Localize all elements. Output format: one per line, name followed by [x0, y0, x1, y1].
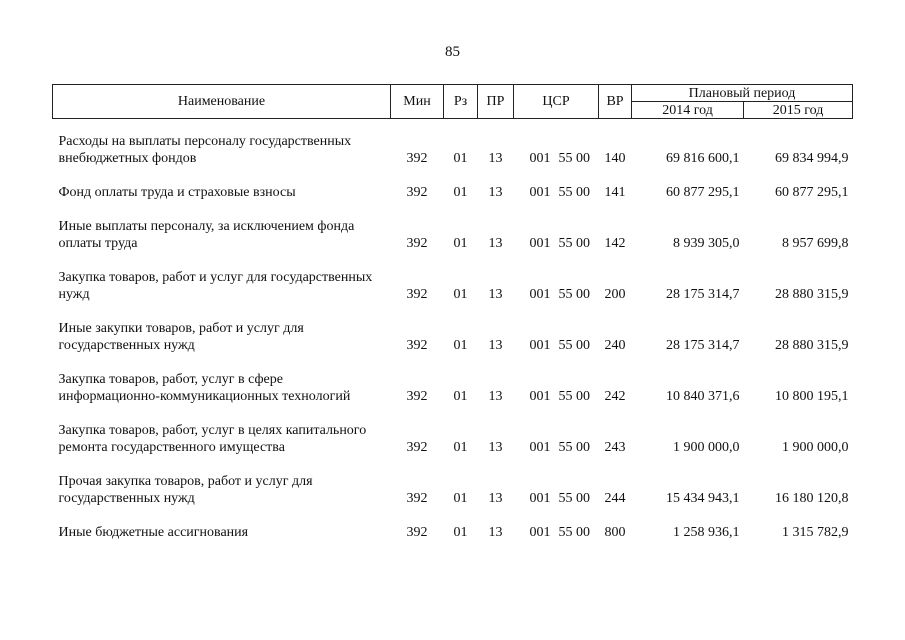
row-name: Фонд оплаты труда и страховые взносы [58, 185, 296, 200]
row-pr: 13 [488, 440, 503, 455]
row-amount-2014: 28 175 314,7 [666, 338, 740, 353]
row-min: 392 [406, 389, 428, 404]
header-min: Мин [391, 85, 444, 119]
row-vr: 141 [604, 185, 626, 200]
row-pr: 13 [488, 151, 503, 166]
row-min: 392 [406, 287, 428, 302]
row-amount-2015: 1 315 782,9 [782, 525, 849, 540]
row-vr: 140 [604, 151, 626, 166]
table-row [53, 252, 853, 303]
row-amount-2014: 60 877 295,1 [666, 185, 740, 200]
row-vr: 244 [604, 491, 626, 506]
row-min: 392 [406, 151, 428, 166]
table-row [53, 201, 853, 252]
row-name: Иные бюджетные ассигнования [58, 525, 249, 540]
row-pr: 13 [488, 338, 503, 353]
row-amount-2014: 15 434 943,1 [666, 491, 740, 506]
row-amount-2015: 1 900 000,0 [782, 440, 849, 455]
header-vr: ВР [599, 85, 632, 119]
row-amount-2015: 60 877 295,1 [775, 185, 849, 200]
row-name: Иные закупки товаров, работ и услуг для государственных нужд [58, 321, 304, 353]
row-csr-subcode: 55 00 [558, 338, 590, 353]
row-rz: 01 [453, 338, 468, 353]
row-csr-subcode: 55 00 [558, 287, 590, 302]
row-amount-2014: 8 939 305,0 [673, 236, 740, 251]
row-pr: 13 [488, 287, 503, 302]
row-name: Закупка товаров, работ и услуг для государственных нужд [58, 270, 373, 302]
row-csr-code: 001 [529, 440, 551, 455]
row-min: 392 [406, 440, 428, 455]
row-rz: 01 [453, 185, 468, 200]
row-amount-2015: 16 180 120,8 [775, 491, 849, 506]
row-vr: 800 [604, 525, 626, 540]
row-rz: 01 [453, 491, 468, 506]
row-amount-2015: 28 880 315,9 [775, 287, 849, 302]
header-planned-period: Плановый период [632, 85, 853, 102]
row-rz: 01 [453, 440, 468, 455]
row-vr: 142 [604, 236, 626, 251]
row-amount-2015: 28 880 315,9 [775, 338, 849, 353]
row-csr-subcode: 55 00 [558, 440, 590, 455]
row-amount-2014: 28 175 314,7 [666, 287, 740, 302]
table-row [53, 303, 853, 354]
row-csr-code: 001 [529, 236, 551, 251]
table-row [53, 167, 853, 201]
row-csr-code: 001 [529, 338, 551, 353]
row-name: Закупка товаров, работ, услуг в целях капитального ремонта государственного имущества [58, 423, 367, 455]
header-name: Наименование [53, 85, 391, 119]
header-csr: ЦСР [514, 85, 599, 119]
row-rz: 01 [453, 151, 468, 166]
row-pr: 13 [488, 185, 503, 200]
row-amount-2015: 10 800 195,1 [775, 389, 849, 404]
row-vr: 242 [604, 389, 626, 404]
row-name: Иные выплаты персоналу, за исключением фонда оплаты труда [58, 219, 355, 251]
row-csr-subcode: 55 00 [558, 151, 590, 166]
row-pr: 13 [488, 389, 503, 404]
row-min: 392 [406, 185, 428, 200]
table-row [53, 354, 853, 405]
row-rz: 01 [453, 236, 468, 251]
row-rz: 01 [453, 525, 468, 540]
table-row [53, 133, 853, 167]
header-year-2014: 2014 год [632, 102, 744, 119]
table-row [53, 507, 853, 541]
row-csr-subcode: 55 00 [558, 236, 590, 251]
row-csr-code: 001 [529, 389, 551, 404]
row-rz: 01 [453, 287, 468, 302]
row-csr-code: 001 [529, 525, 551, 540]
row-amount-2014: 1 258 936,1 [673, 525, 740, 540]
row-rz: 01 [453, 389, 468, 404]
row-csr-subcode: 55 00 [558, 185, 590, 200]
page-number: 85 [445, 44, 460, 60]
row-csr-subcode: 55 00 [558, 491, 590, 506]
row-amount-2014: 1 900 000,0 [673, 440, 740, 455]
row-vr: 200 [604, 287, 626, 302]
row-pr: 13 [488, 236, 503, 251]
row-csr-code: 001 [529, 491, 551, 506]
row-name: Прочая закупка товаров, работ и услуг для государственных нужд [58, 474, 313, 506]
row-min: 392 [406, 338, 428, 353]
row-amount-2014: 10 840 371,6 [666, 389, 740, 404]
row-name: Расходы на выплаты персоналу государственных внебюджетных фондов [58, 134, 352, 166]
table-header [53, 85, 853, 119]
table-row [53, 405, 853, 456]
row-csr-code: 001 [529, 151, 551, 166]
row-vr: 243 [604, 440, 626, 455]
header-rz: Рз [444, 85, 478, 119]
table-body [53, 119, 853, 542]
table-row [53, 456, 853, 507]
row-csr-subcode: 55 00 [558, 389, 590, 404]
row-amount-2015: 8 957 699,8 [782, 236, 849, 251]
row-min: 392 [406, 525, 428, 540]
row-pr: 13 [488, 525, 503, 540]
row-pr: 13 [488, 491, 503, 506]
row-amount-2014: 69 816 600,1 [666, 151, 740, 166]
row-csr-code: 001 [529, 287, 551, 302]
row-vr: 240 [604, 338, 626, 353]
row-amount-2015: 69 834 994,9 [775, 151, 849, 166]
header-year-2015: 2015 год [744, 102, 853, 119]
row-min: 392 [406, 236, 428, 251]
header-pr: ПР [478, 85, 514, 119]
row-min: 392 [406, 491, 428, 506]
budget-table [52, 84, 853, 541]
row-csr-code: 001 [529, 185, 551, 200]
row-csr-subcode: 55 00 [558, 525, 590, 540]
row-name: Закупка товаров, работ, услуг в сфере информационно-коммуникационных технологий [58, 372, 351, 404]
